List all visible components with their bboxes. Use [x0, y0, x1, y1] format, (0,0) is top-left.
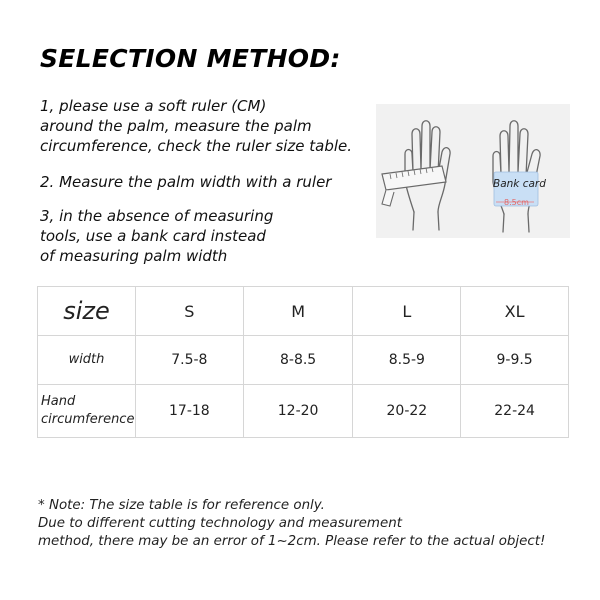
reference-note	[38, 497, 545, 551]
circumference-m-value: 12-20	[243, 385, 353, 438]
circumference-xl-value: 22-24	[461, 385, 569, 438]
note-line-2: Due to different cutting technology and measurement	[38, 516, 402, 531]
circumference-row	[38, 385, 569, 438]
size-column-l: L	[353, 287, 461, 336]
hands-svg	[376, 104, 570, 238]
width-m-value: 8-8.5	[243, 336, 353, 385]
instruction-step-3: 3, in the absence of measuring tools, use a bank card instead of measuring palm width	[40, 207, 274, 265]
width-l-value: 8.5-9	[353, 336, 461, 385]
size-table	[37, 286, 569, 438]
size-column-xl: XL	[461, 287, 569, 336]
size-column-s: S	[135, 287, 243, 336]
circumference-label-line2: circumference	[41, 412, 135, 427]
width-xl-value: 9-9.5	[461, 336, 569, 385]
note-line-3: method, there may be an error of 1~2cm. Please refer to the actual object!	[38, 534, 546, 549]
circumference-label-line1: Hand	[41, 394, 76, 409]
ruler-icon	[382, 166, 446, 206]
width-s-value: 7.5-8	[135, 336, 243, 385]
instruction-step-1: 1, please use a soft ruler (CM) around the palm, measure the palm circumference, check the ruler size table.	[40, 97, 353, 155]
size-column-m: M	[243, 287, 353, 336]
width-row-label: width	[38, 336, 136, 385]
circumference-s-value: 17-18	[135, 385, 243, 438]
page-title: SELECTION METHOD:	[40, 44, 341, 73]
size-header-label: size	[38, 287, 136, 336]
circumference-row-label	[38, 385, 136, 438]
note-line-1: * Note: The size table is for reference only.	[38, 498, 325, 513]
circumference-l-value: 20-22	[353, 385, 461, 438]
bank-card-label: Bank card	[493, 178, 546, 190]
size-header-row	[38, 287, 569, 336]
width-row	[38, 336, 569, 385]
card-width-label: 8.5cm	[504, 198, 529, 207]
hand-measurement-illustration	[376, 104, 570, 238]
instruction-step-2: 2. Measure the palm width with a ruler	[40, 173, 332, 191]
